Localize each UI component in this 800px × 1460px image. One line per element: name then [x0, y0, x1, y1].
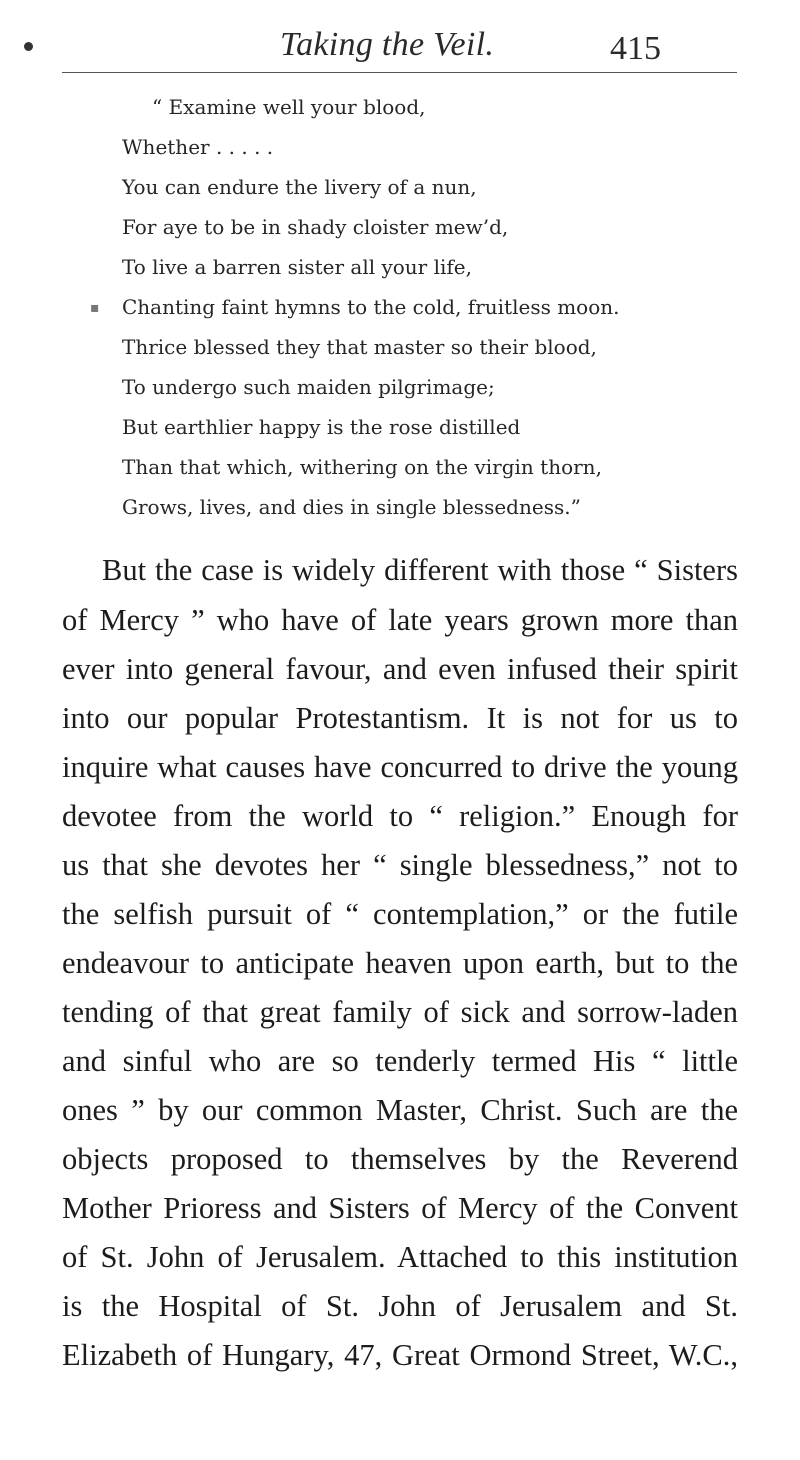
prose-line: Elizabeth of Hungary, 47, Great Ormond Street, W.C.,: [62, 1338, 738, 1372]
prose-line: ones ” by our common Master, Christ. Such are the: [62, 1093, 738, 1127]
prose-line: the selfish pursuit of “ contemplation,” or the futile: [62, 897, 738, 931]
prose-line: objects proposed to themselves by the Reverend: [62, 1142, 738, 1176]
prose-line: is the Hospital of St. John of Jerusalem and St.: [62, 1289, 738, 1323]
running-head: [240, 18, 740, 78]
poem-line: Whether . . . . .: [122, 135, 274, 159]
poem-line: Grows, lives, and dies in single blessedness.”: [122, 495, 581, 519]
page-number: 415: [610, 30, 661, 67]
prose-line: devotee from the world to “ religion.” Enough for: [62, 799, 738, 833]
prose-line: endeavour to anticipate heaven upon earth, but to the: [62, 946, 738, 980]
prose-line: Mother Prioress and Sisters of Mercy of the Convent: [62, 1191, 738, 1225]
poem-line: Than that which, withering on the virgin thorn,: [122, 455, 602, 479]
prose-line: tending of that great family of sick and sorrow-laden: [62, 995, 738, 1029]
poem-line: To live a barren sister all your life,: [122, 255, 472, 279]
poem-line: To undergo such maiden pilgrimage;: [122, 375, 495, 399]
prose-line: ever into general favour, and even infused their spirit: [62, 652, 738, 686]
prose-line: us that she devotes her “ single blessedness,” not to: [62, 848, 738, 882]
poem-line: For aye to be in shady cloister mew’d,: [122, 215, 509, 239]
prose-line: into our popular Protestantism. It is not for us to: [62, 701, 738, 735]
header-rule: [62, 72, 737, 73]
prose-line: inquire what causes have concurred to drive the young: [62, 750, 738, 784]
prose-line: of St. John of Jerusalem. Attached to this institution: [62, 1240, 738, 1274]
poem-line: Thrice blessed they that master so their blood,: [122, 335, 597, 359]
poem-line: But earthlier happy is the rose distilled: [122, 415, 521, 439]
prose-line: and sinful who are so tenderly termed His “ little: [62, 1044, 738, 1078]
poem-line: You can endure the livery of a nun,: [122, 175, 477, 199]
ink-mark: ▪: [90, 300, 100, 316]
prose-line: of Mercy ” who have of late years grown more than: [62, 603, 738, 637]
ink-speck: [24, 42, 33, 51]
poem-line: “ Examine well your blood,: [152, 95, 426, 119]
running-title: Taking the Veil.: [280, 26, 495, 63]
prose-line: But the case is widely different with those “ Sisters: [102, 553, 738, 587]
poem-line: Chanting faint hymns to the cold, fruitless moon.: [122, 295, 620, 319]
